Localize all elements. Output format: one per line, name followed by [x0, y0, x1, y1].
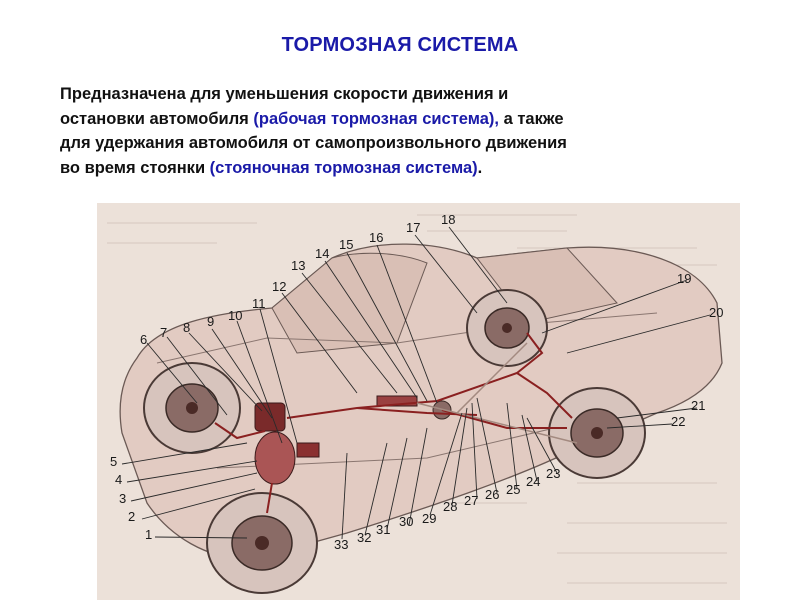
callout-31: 31: [376, 522, 391, 537]
callout-10: 10: [228, 308, 243, 323]
callout-20: 20: [709, 305, 724, 320]
callout-22: 22: [671, 414, 686, 429]
brake-system-illustration: [97, 203, 740, 600]
callout-28: 28: [443, 499, 458, 514]
callout-9: 9: [207, 314, 215, 329]
desc-text: .: [477, 158, 483, 177]
callout-30: 30: [399, 514, 414, 529]
rear-right-wheel: [549, 388, 645, 478]
pedal-assembly: [297, 443, 319, 457]
callout-23: 23: [546, 466, 561, 481]
callout-2: 2: [128, 509, 136, 524]
front-right-wheel: [207, 493, 317, 593]
callout-1: 1: [145, 527, 153, 542]
callout-19: 19: [677, 271, 692, 286]
parking-brake-highlight: (стояночная тормозная система): [209, 158, 478, 177]
callout-14: 14: [315, 246, 330, 261]
callout-5: 5: [110, 454, 118, 469]
callout-16: 16: [369, 230, 384, 245]
slide-description: [60, 82, 760, 180]
slide-title: ТОРМОЗНАЯ СИСТЕМА: [281, 34, 519, 56]
callout-27: 27: [464, 493, 479, 508]
callout-18: 18: [441, 212, 456, 227]
callout-8: 8: [183, 320, 191, 335]
callout-3: 3: [119, 491, 127, 506]
desc-text: а также: [498, 109, 564, 128]
callout-29: 29: [422, 511, 437, 526]
callout-25: 25: [506, 482, 521, 497]
callout-4: 4: [115, 472, 123, 487]
desc-text: во время стоянки: [60, 158, 210, 177]
service-brake-highlight: (рабочая тормозная система),: [253, 109, 499, 128]
callout-12: 12: [272, 279, 287, 294]
callout-15: 15: [339, 237, 354, 252]
callout-11: 11: [252, 296, 266, 311]
desc-line-3: для удержания автомобиля от самопроизвольного движения: [60, 134, 567, 152]
callout-13: 13: [291, 258, 306, 273]
master-cylinder: [255, 403, 285, 431]
front-left-wheel: [144, 363, 240, 453]
rear-left-wheel: [467, 290, 547, 366]
desc-line-2: [60, 107, 760, 132]
callout-7: 7: [160, 325, 168, 340]
callout-6: 6: [140, 332, 148, 347]
callout-17: 17: [406, 220, 421, 235]
vacuum-booster: [255, 432, 295, 484]
callout-21: 21: [691, 398, 706, 413]
desc-line-4: [60, 156, 760, 181]
callout-33: 33: [334, 537, 349, 552]
desc-text: остановки автомобиля: [60, 109, 254, 128]
callout-26: 26: [485, 487, 500, 502]
brake-system-diagram: [97, 203, 740, 600]
callout-32: 32: [357, 530, 372, 545]
callout-24: 24: [526, 474, 541, 489]
desc-line-1: Предназначена для уменьшения скорости движения и: [60, 85, 509, 103]
